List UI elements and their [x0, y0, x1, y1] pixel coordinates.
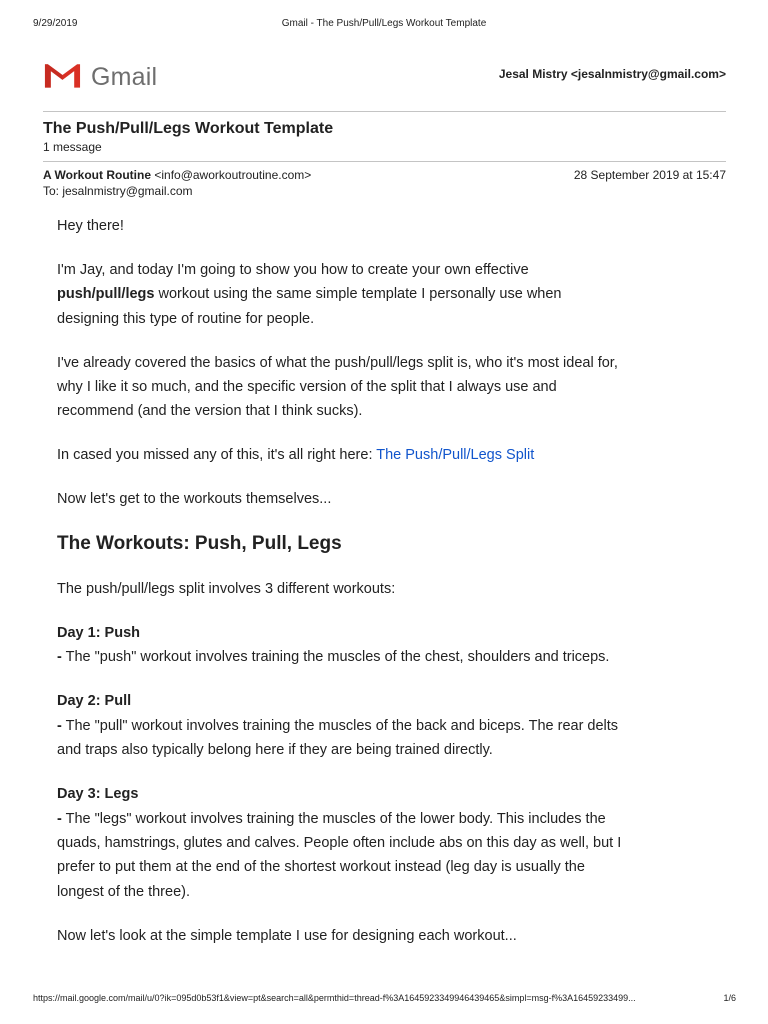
day-title: Day 2: Pull	[57, 693, 132, 710]
template-paragraph: Now let's look at the simple template I use for designing each workout...	[57, 927, 517, 944]
message-datetime: 28 September 2019 at 15:47	[573, 168, 726, 182]
day-description: - The "legs" workout involves training the muscles of the lower body. This includes the quads, hamstrings, glutes and calves. People often include abs on this day as well, but I prefer to put them at the end of the shortest workout instead (leg day is usually the longest of the three).	[57, 810, 622, 900]
day-description: - The "pull" workout involves training the muscles of the back and biceps. The rear delts and traps also typically belong here if they are being trained directly.	[57, 717, 619, 759]
day-item-pull	[57, 689, 627, 762]
gmail-m-icon	[43, 60, 82, 95]
thread-subject: The Push/Pull/Legs Workout Template	[43, 120, 334, 137]
section-heading: The Workouts: Push, Pull, Legs	[57, 533, 342, 555]
day-title: Day 3: Legs	[57, 786, 139, 803]
account-info: Jesal Mistry <jesalnmistry@gmail.com>	[498, 67, 726, 81]
message-body	[57, 214, 627, 968]
print-title: Gmail - The Push/Pull/Legs Workout Template	[281, 18, 487, 29]
gmail-header	[43, 56, 726, 96]
gmail-logo-text: Gmail	[91, 63, 158, 91]
link-paragraph: In cased you missed any of this, it's all right here: The Push/Pull/Legs Split	[57, 447, 535, 464]
print-header	[0, 18, 768, 32]
bold-term: push/pull/legs	[57, 286, 155, 303]
transition-paragraph: Now let's get to the workouts themselves...	[57, 491, 332, 508]
day-item-legs	[57, 782, 627, 904]
print-url: https://mail.google.com/mail/u/0?ik=095d0b53f1&view=pt&search=all&permthid=thread-f%3A1645923349946439465&simpl=msg-f%3A16459233499...	[33, 993, 636, 1003]
message-sender-line	[43, 168, 726, 182]
day-item-push	[57, 621, 627, 670]
message-count: 1 message	[43, 140, 102, 154]
gmail-logo[interactable]	[43, 60, 157, 95]
split-article-link[interactable]: The Push/Pull/Legs Split	[376, 447, 535, 464]
day-title: Day 1: Push	[57, 625, 140, 642]
message-recipient: To: jesalnmistry@gmail.com	[43, 184, 193, 198]
header-divider	[43, 111, 726, 112]
basics-paragraph: I've already covered the basics of what the push/pull/legs split is, who it's most ideal for, why I like it so much, and the specific version of the split that I always use and recommend (and the version that I think sucks).	[57, 354, 618, 420]
sender-name: A Workout Routine	[43, 168, 151, 182]
intro-paragraph: I'm Jay, and today I'm going to show you how to create your own effective push/pull/legs workout using the same simple template I personally use when designing this type of routine for people.	[57, 261, 562, 327]
page-number: 1/6	[723, 993, 736, 1003]
day-description: - The "push" workout involves training the muscles of the chest, shoulders and triceps.	[57, 649, 610, 666]
greeting: Hey there!	[57, 218, 124, 234]
sender-email: <info@aworkoutroutine.com>	[154, 168, 312, 182]
workouts-intro: The push/pull/legs split involves 3 different workouts:	[57, 581, 396, 598]
subject-divider	[43, 161, 726, 162]
print-date: 9/29/2019	[33, 18, 78, 29]
